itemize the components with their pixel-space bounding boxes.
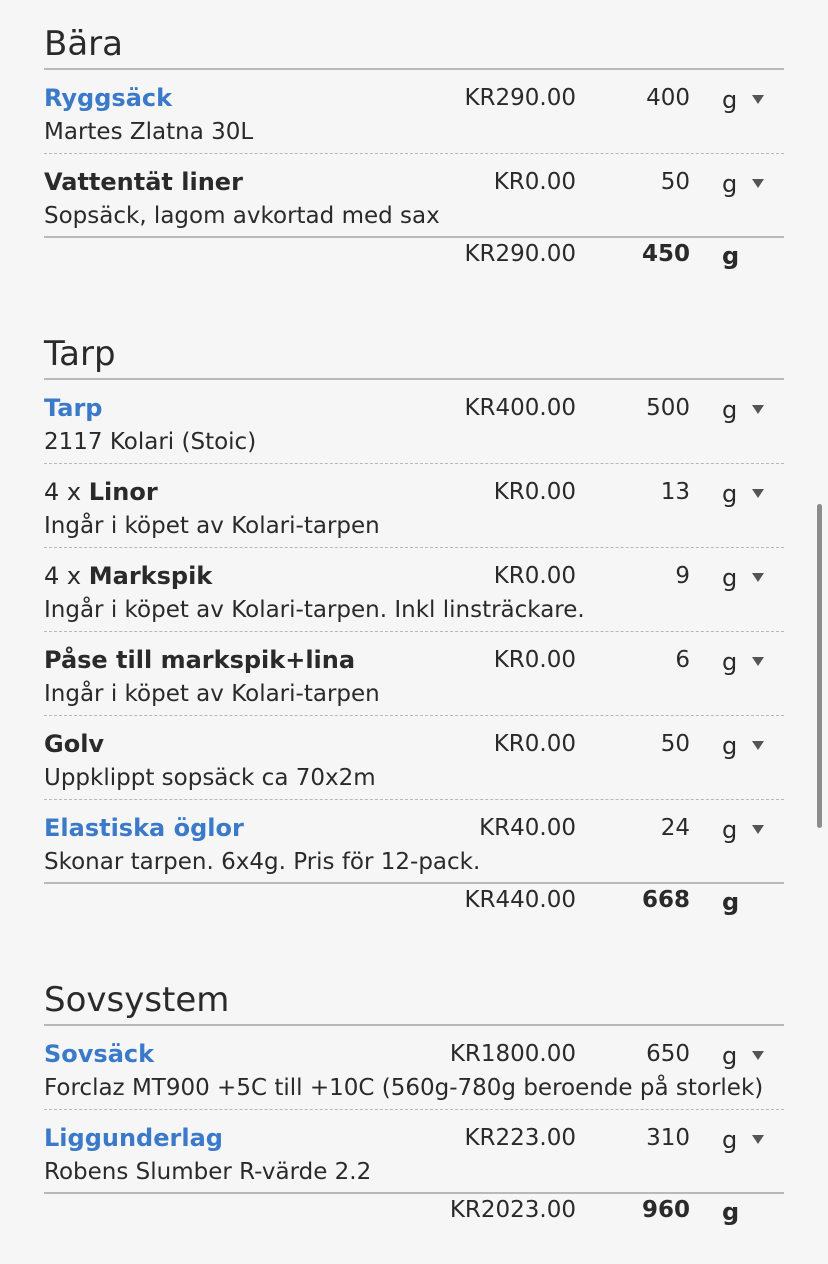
caret-down-icon[interactable] (752, 741, 764, 750)
weight-unit[interactable]: g (722, 1126, 738, 1154)
caret-down-icon[interactable] (752, 657, 764, 666)
item-weight: 500 (646, 395, 690, 421)
total-weight: 450 (641, 241, 690, 267)
caret-down-icon[interactable] (752, 1135, 764, 1144)
weight-unit[interactable]: g (722, 732, 738, 760)
item-price: KR400.00 (464, 395, 576, 421)
list-item (44, 380, 784, 464)
weight-unit[interactable]: g (722, 564, 738, 592)
item-description: Skonar tarpen. 6x4g. Pris för 12-pack. (44, 849, 481, 875)
item-description: Ingår i köpet av Kolari-tarpen. Inkl linsträckare. (44, 597, 585, 623)
vertical-scrollbar[interactable] (817, 504, 822, 828)
category-title: Bära (44, 20, 784, 70)
total-weight-unit: g (722, 1198, 740, 1226)
item-price: KR223.00 (464, 1125, 576, 1151)
item-price: KR40.00 (479, 815, 576, 841)
item-price: KR1800.00 (449, 1041, 576, 1067)
weight-unit[interactable]: g (722, 170, 738, 198)
item-weight: 24 (660, 815, 690, 841)
item-quantity: 4 x (44, 562, 89, 590)
total-weight-unit: g (722, 242, 740, 270)
item-name: Golv (44, 730, 105, 758)
category-title: Tarp (44, 330, 784, 380)
item-description: Forclaz MT900 +5C till +10C (560g-780g beroende på storlek) (44, 1075, 764, 1101)
caret-down-icon[interactable] (752, 573, 764, 582)
list-item (44, 1026, 784, 1110)
item-description: Ingår i köpet av Kolari-tarpen (44, 681, 380, 707)
item-name: Linor (88, 478, 158, 506)
weight-unit[interactable]: g (722, 1042, 738, 1070)
list-item (44, 548, 784, 632)
item-description: Martes Zlatna 30L (44, 119, 254, 145)
item-price: KR0.00 (493, 479, 576, 505)
weight-unit[interactable]: g (722, 648, 738, 676)
weight-unit[interactable]: g (722, 480, 738, 508)
caret-down-icon[interactable] (752, 95, 764, 104)
list-item (44, 154, 784, 238)
category-total (44, 1194, 784, 1238)
total-price: KR290.00 (464, 241, 576, 267)
item-name: Vattentät liner (44, 168, 243, 196)
item-price: KR0.00 (493, 731, 576, 757)
weight-unit[interactable]: g (722, 396, 738, 424)
caret-down-icon[interactable] (752, 405, 764, 414)
item-quantity: 4 x (44, 478, 89, 506)
item-price: KR0.00 (493, 563, 576, 589)
total-weight-unit: g (722, 888, 740, 916)
total-price: KR2023.00 (449, 1197, 576, 1223)
total-weight: 668 (641, 887, 690, 913)
category-sovsystem (44, 976, 784, 1238)
item-weight: 9 (675, 563, 690, 589)
category-total (44, 884, 784, 928)
caret-down-icon[interactable] (752, 489, 764, 498)
item-description: Uppklippt sopsäck ca 70x2m (44, 765, 376, 791)
category-title: Sovsystem (44, 976, 784, 1026)
category-bara (44, 20, 784, 282)
item-description: 2117 Kolari (Stoic) (44, 429, 257, 455)
item-name-link[interactable]: Elastiska öglor (44, 814, 244, 842)
category-total (44, 238, 784, 282)
caret-down-icon[interactable] (752, 179, 764, 188)
item-name-link[interactable]: Sovsäck (44, 1040, 155, 1068)
item-name: Markspik (88, 562, 213, 590)
item-description: Robens Slumber R-värde 2.2 (44, 1159, 372, 1185)
list-item (44, 464, 784, 548)
total-price: KR440.00 (464, 887, 576, 913)
weight-unit[interactable]: g (722, 816, 738, 844)
item-weight: 650 (646, 1041, 690, 1067)
list-item (44, 1110, 784, 1194)
item-name-link[interactable]: Liggunderlag (44, 1124, 223, 1152)
item-name-link[interactable]: Ryggsäck (44, 84, 173, 112)
item-weight: 50 (660, 731, 690, 757)
caret-down-icon[interactable] (752, 825, 764, 834)
weight-unit[interactable]: g (722, 86, 738, 114)
item-price: KR290.00 (464, 85, 576, 111)
item-description: Ingår i köpet av Kolari-tarpen (44, 513, 380, 539)
item-weight: 400 (646, 85, 690, 111)
item-price: KR0.00 (493, 647, 576, 673)
category-tarp (44, 330, 784, 928)
item-weight: 310 (646, 1125, 690, 1151)
total-weight: 960 (641, 1197, 690, 1223)
item-weight: 13 (660, 479, 690, 505)
caret-down-icon[interactable] (752, 1051, 764, 1060)
item-weight: 50 (660, 169, 690, 195)
item-weight: 6 (675, 647, 690, 673)
item-description: Sopsäck, lagom avkortad med sax (44, 203, 440, 229)
list-item (44, 800, 784, 884)
list-item (44, 632, 784, 716)
item-price: KR0.00 (493, 169, 576, 195)
list-item (44, 70, 784, 154)
item-name-link[interactable]: Tarp (44, 394, 103, 422)
list-item (44, 716, 784, 800)
item-name: Påse till markspik+lina (44, 646, 356, 674)
